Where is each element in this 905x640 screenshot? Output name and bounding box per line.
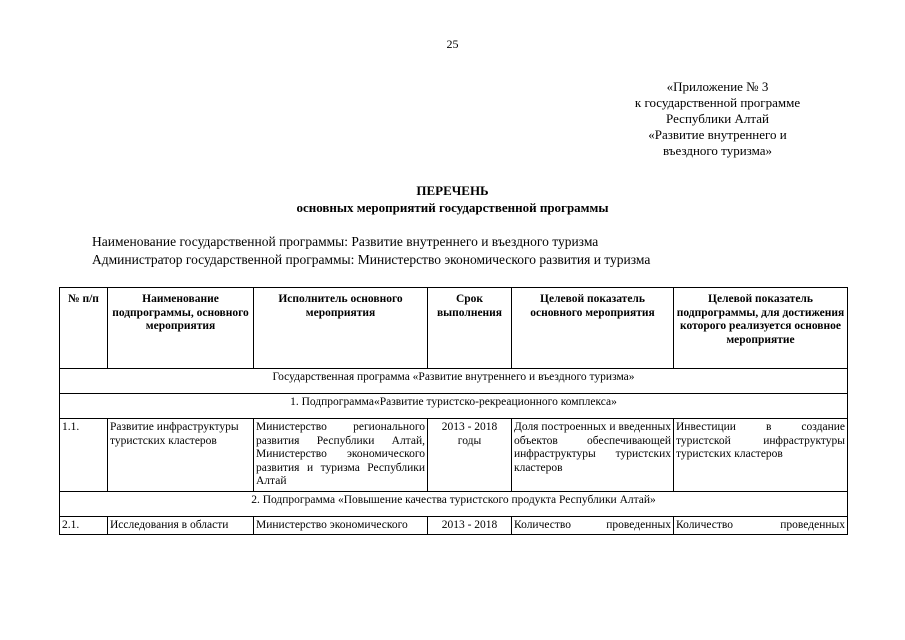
row-indicator: Доля построенных и введенных объектов обеспечивающей инфраструктуры туристских кластеров xyxy=(512,419,674,492)
program-info xyxy=(92,233,650,269)
appendix-line: въездного туризма» xyxy=(662,143,773,158)
title-line-1: ПЕРЕЧЕНЬ xyxy=(416,183,489,198)
table-row xyxy=(60,516,848,535)
row-executor: Министерство регионального развития Республики Алтай, Министерство экономического развития и туризма Республики Алтай xyxy=(254,419,428,492)
title-line-2: основных мероприятий государственной программы xyxy=(296,200,609,215)
program-admin-line: Администратор государственной программы: Министерство экономического развития и туризма xyxy=(92,252,651,267)
appendix-line: «Развитие внутреннего и xyxy=(648,127,787,142)
activities-table xyxy=(59,287,848,535)
appendix-line: к государственной программе xyxy=(634,95,801,110)
row-sub-indicator: Количество проведенных xyxy=(674,516,848,535)
subprogram-row-2 xyxy=(60,491,848,516)
document-title xyxy=(0,182,905,216)
appendix-line: Республики Алтай xyxy=(666,111,769,126)
row-term: 2013 - 2018 xyxy=(428,516,512,535)
appendix-line: «Приложение № 3 xyxy=(666,79,769,94)
program-row xyxy=(60,369,848,394)
table-row xyxy=(60,419,848,492)
row-number: 1.1. xyxy=(60,419,108,492)
row-term: 2013 - 2018 годы xyxy=(428,419,512,492)
subprogram-row-1 xyxy=(60,394,848,419)
header-executor: Исполнитель основного мероприятия xyxy=(254,288,428,369)
header-sub-indicator: Целевой показатель подпрограммы, для достижения которого реализуется основное мероприятие xyxy=(674,288,848,369)
header-number: № п/п xyxy=(60,288,108,369)
program-title: Государственная программа «Развитие внутреннего и въездного туризма» xyxy=(60,369,848,394)
row-indicator: Количество проведенных xyxy=(512,516,674,535)
header-term: Срок выполнения xyxy=(428,288,512,369)
row-name: Исследования в области xyxy=(108,516,254,535)
table-header-row xyxy=(60,288,848,369)
program-name-line: Наименование государственной программы: Развитие внутреннего и въездного туризма xyxy=(92,234,599,249)
header-indicator: Целевой показатель основного мероприятия xyxy=(512,288,674,369)
row-sub-indicator: Инвестиции в создание туристской инфраструктуры туристских кластеров xyxy=(674,419,848,492)
row-executor: Министерство экономического xyxy=(254,516,428,535)
page-number: 25 xyxy=(446,37,459,51)
row-name: Развитие инфраструктуры туристских кластеров xyxy=(108,419,254,492)
appendix-header xyxy=(590,79,845,159)
subprogram-title-2: 2. Подпрограмма «Повышение качества туристского продукта Республики Алтай» xyxy=(60,491,848,516)
subprogram-title-1: 1. Подпрограмма«Развитие туристско-рекреационного комплекса» xyxy=(60,394,848,419)
header-name: Наименование подпрограммы, основного мероприятия xyxy=(108,288,254,369)
row-number: 2.1. xyxy=(60,516,108,535)
